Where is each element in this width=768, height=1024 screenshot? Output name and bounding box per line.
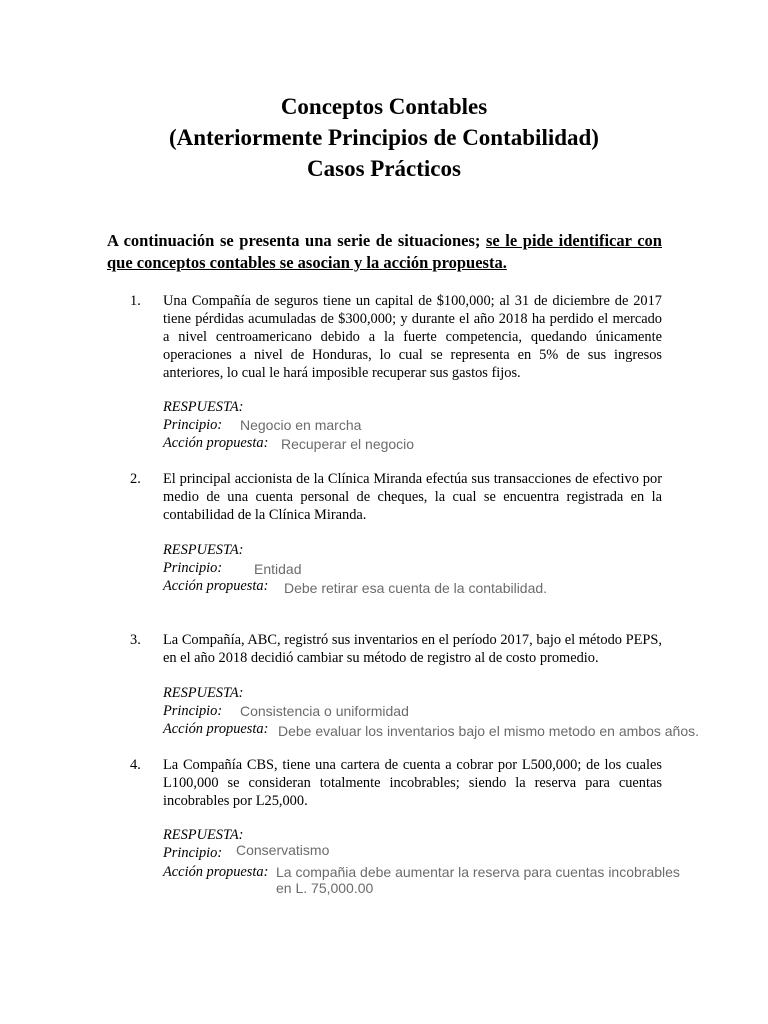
case-2-accion-answer: Debe retirar esa cuenta de la contabilidad. [284,580,548,596]
case-4-accion-answer-line-2: en L. 75,000.00 [276,880,374,896]
case-2-principio-answer: Entidad [254,561,302,577]
case-3-text: La Compañía, ABC, registró sus inventarios en el período 2017, bajo el método PEPS, en el año 2018 decidió cambiar su método de registro al de costo promedio. [163,632,662,666]
case-2-respuesta-label: RESPUESTA: [163,542,244,558]
instructions-underlined: se le pide identificar con que conceptos contables se asocian y la acción propuesta. [107,231,662,272]
case-1-text: Una Compañía de seguros tiene un capital de $100,000; al 31 de diciembre de 2017 tiene pérdidas acumuladas de $300,000; y durante el año 2018 ha perdido el mercado a nivel centroamericano debido a la fuerte competencia, quedando únicamente operaciones a nivel de Honduras, lo cual se representa en 5% de sus ingresos anteriores, lo cual le hará imposible recuperar sus gastos fijos. [163,293,662,381]
instructions-paragraph [107,230,662,274]
document-section-title: Casos Prácticos [307,156,461,181]
case-4-text: La Compañía CBS, tiene una cartera de cuenta a cobrar por L500,000; de los cuales L100,000 se consideran totalmente incobrables; siendo la reserva para cuentas incobrables por L25,000. [163,757,662,809]
case-2-principio-label: Principio: [163,560,223,576]
instructions-plain: A continuación se presenta una serie de situaciones; [107,231,486,250]
case-4-accion-label: Acción propuesta: [163,864,269,880]
case-2-accion-label: Acción propuesta: [163,578,269,594]
case-1-principio-label: Principio: [163,417,223,433]
case-1-number: 1. [130,293,141,309]
case-3-respuesta-label: RESPUESTA: [163,685,244,701]
document-title: Conceptos Contables [280,94,488,119]
case-1-accion-answer: Recuperar el negocio [281,436,415,452]
case-2-text: El principal accionista de la Clínica Miranda efectúa sus transacciones de efectivo por medio de una cuenta personal de cheques, la cual se encuentra registrada en la contabilidad de la Clínica Miranda. [163,471,662,523]
case-4-respuesta-label: RESPUESTA: [163,827,244,843]
case-3-accion-label: Acción propuesta: [163,721,269,737]
case-3-number: 3. [130,632,141,648]
case-3-principio-answer: Consistencia o uniformidad [240,703,409,719]
case-1-respuesta-label: RESPUESTA: [163,399,244,415]
case-1-principio-answer: Negocio en marcha [240,417,362,433]
case-1-accion-label: Acción propuesta: [163,435,269,451]
case-3-accion-answer: Debe evaluar los inventarios bajo el mismo metodo en ambos años. [278,723,700,739]
document-subtitle: (Anteriormente Principios de Contabilidad) [169,125,599,150]
case-4-accion-answer-line-1: La compañia debe aumentar la reserva para cuentas incobrables [276,864,680,880]
case-2-number: 2. [130,471,141,487]
case-4-principio-answer: Conservatismo [236,842,330,858]
case-4-principio-label: Principio: [163,845,223,861]
case-4-number: 4. [130,757,141,773]
case-3-principio-label: Principio: [163,703,223,719]
